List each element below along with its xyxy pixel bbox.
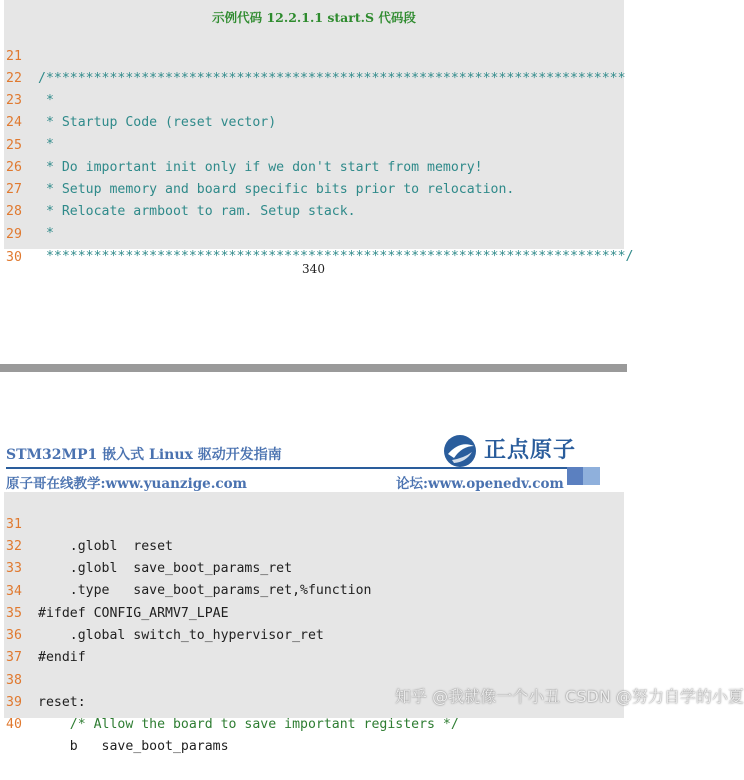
header-rule-accent-light	[583, 467, 600, 485]
code-text: #ifdef CONFIG_ARMV7_LPAE	[38, 606, 229, 621]
line-number: 25	[6, 138, 22, 153]
line-number: 32	[6, 539, 22, 554]
code-caption: 示例代码 12.2.1.1 start.S 代码段	[212, 10, 416, 25]
code-text: *	[38, 137, 54, 152]
line-number: 33	[6, 561, 22, 576]
code-text: * Do important init only if we don't start from memory!	[38, 160, 483, 175]
code-text: /*************************************************************************	[38, 71, 626, 86]
line-number: 21	[6, 49, 22, 64]
page-divider	[0, 364, 627, 372]
header-rule	[6, 467, 600, 469]
line-number: 24	[6, 115, 22, 130]
code-text: .globl reset	[38, 539, 173, 554]
code-text: /* Allow the board to save important registers */	[38, 717, 459, 732]
code-text: *	[38, 93, 54, 108]
line-number: 39	[6, 695, 22, 710]
code-text: #endif	[38, 650, 86, 665]
forum-link[interactable]: 论坛:www.openedv.com	[396, 476, 564, 492]
page-number: 340	[302, 262, 325, 276]
code-line	[4, 625, 36, 665]
code-line	[4, 225, 36, 265]
line-number: 26	[6, 160, 22, 175]
code-text: * Startup Code (reset vector)	[38, 115, 277, 130]
line-number: 22	[6, 71, 22, 86]
code-text: * Relocate armboot to ram. Setup stack.	[38, 204, 356, 219]
line-number: 30	[6, 250, 22, 265]
line-number: 27	[6, 182, 22, 197]
code-text: .type save_boot_params_ret,%function	[38, 583, 372, 598]
teaching-site-link[interactable]: 原子哥在线教学:www.yuanzige.com	[6, 476, 247, 492]
code-text: b save_boot_params	[38, 739, 229, 754]
line-number: 28	[6, 204, 22, 219]
logo-text: 正点原子	[484, 438, 577, 463]
code-text: reset:	[38, 695, 86, 710]
code-text: *************************************************************************/	[38, 249, 634, 264]
document-title: STM32MP1 嵌入式 Linux 驱动开发指南	[6, 447, 282, 463]
line-number: 40	[6, 717, 22, 732]
code-text: .global switch_to_hypervisor_ret	[38, 628, 324, 643]
line-number: 35	[6, 606, 22, 621]
code-block-top	[4, 0, 634, 265]
line-number: 34	[6, 584, 22, 599]
line-number: 38	[6, 673, 22, 688]
code-text: .globl save_boot_params_ret	[38, 561, 293, 576]
code-text: * Setup memory and board specific bits prior to relocation.	[38, 182, 515, 197]
watermark-text: 知乎 @我就像一个小丑 CSDN @努力自学的小夏	[395, 687, 744, 706]
code-text: *	[38, 226, 54, 241]
line-number: 37	[6, 650, 22, 665]
line-number: 23	[6, 93, 22, 108]
line-number: 31	[6, 517, 22, 532]
line-number: 29	[6, 227, 22, 242]
line-number: 36	[6, 628, 22, 643]
